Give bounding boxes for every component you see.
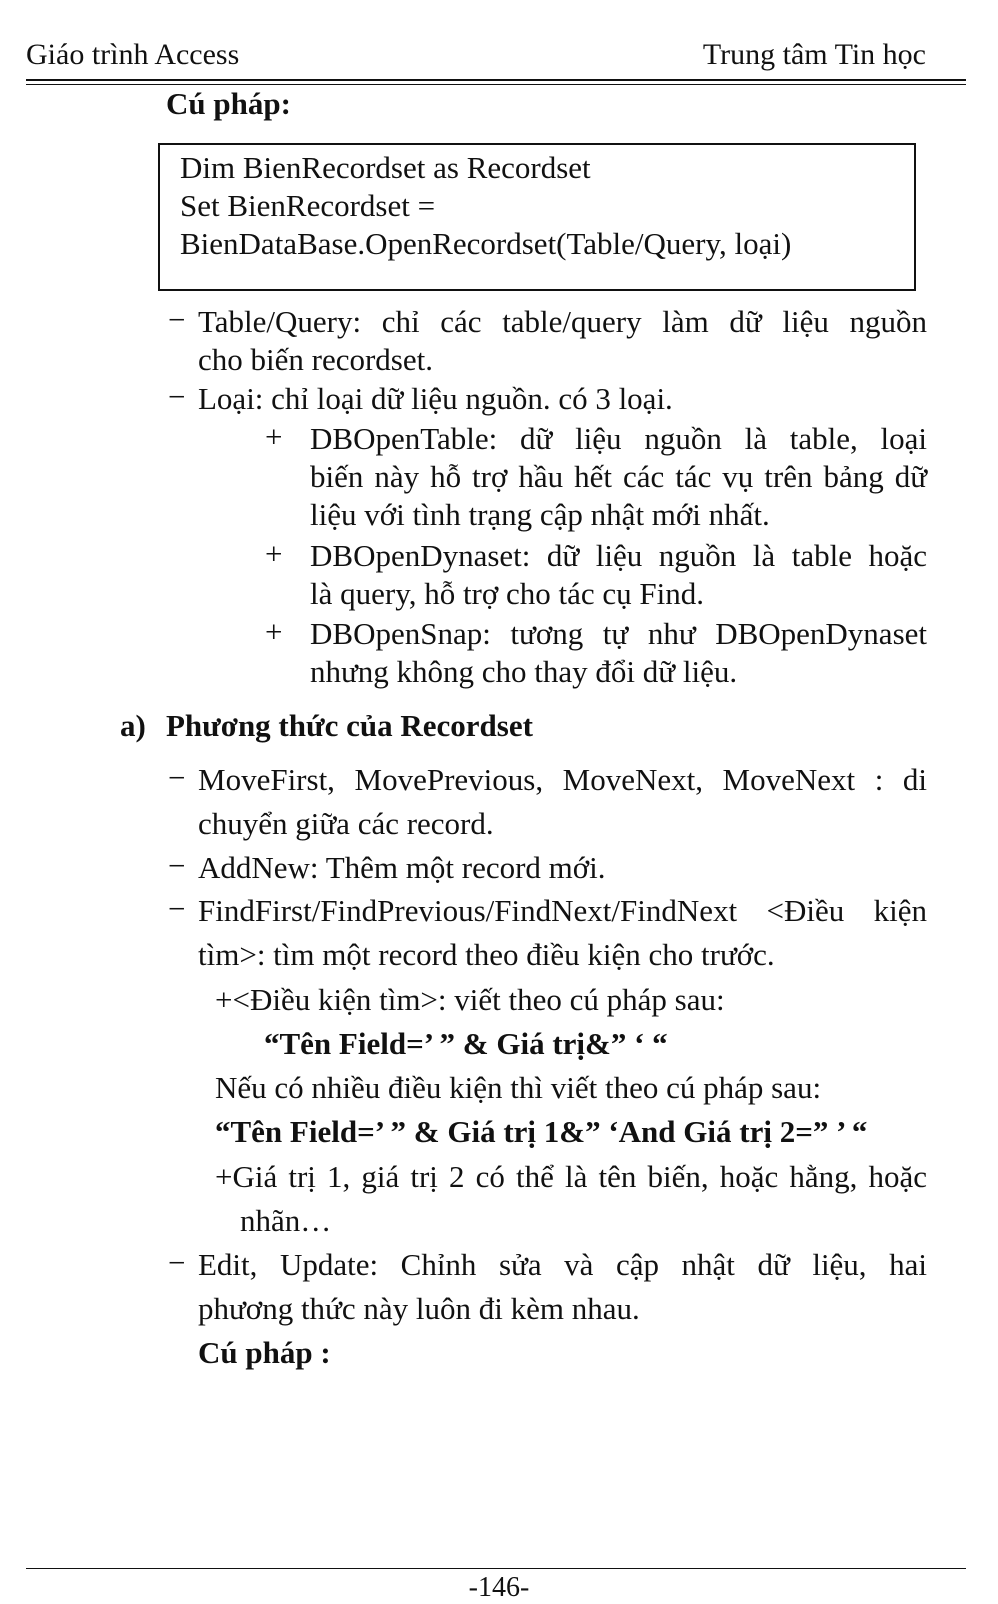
list-item-loai: Loại: chỉ loại dữ liệu nguồn. có 3 loại. [198, 381, 673, 416]
footer-rule [26, 1568, 966, 1569]
code-line-2: Set BienRecordset = [180, 188, 436, 223]
dash-bullet: − [168, 302, 186, 337]
sub-item-dbopentable-cont: biến này hỗ trợ hầu hết các tác vụ trên bảng dữ [310, 459, 927, 494]
sub-item-dbopensnap: DBOpenSnap: tương tự như DBOpenDynaset [310, 616, 927, 651]
dash-bullet: − [168, 848, 186, 883]
values-note: +Giá trị 1, giá trị 2 có thể là tên biến, hoặc hằng, hoặc [215, 1159, 927, 1194]
header-right-title: Trung tâm Tin học [702, 38, 926, 71]
plus-bullet: + [265, 419, 283, 454]
condition-expression-2: “Tên Field=’ ” & Giá trị 1&” ‘And Giá trị 2=” ’ “ [215, 1114, 868, 1149]
section-title: Phương thức của Recordset [166, 708, 533, 743]
list-item-find: FindFirst/FindPrevious/FindNext/FindNext <Điều kiện [198, 893, 927, 928]
sub-item-dbopendynaset: DBOpenDynaset: dữ liệu nguồn là table hoặc [310, 538, 927, 573]
list-item-find-cont: tìm>: tìm một record theo điều kiện cho trước. [198, 937, 775, 972]
syntax-title-2: Cú pháp : [198, 1335, 331, 1370]
list-item-table-query: Table/Query: chỉ các table/query làm dữ liệu nguồn [198, 304, 927, 339]
list-item-edit-update-cont: phương thức này luôn đi kèm nhau. [198, 1291, 640, 1326]
list-item-table-query-cont: cho biến recordset. [198, 342, 433, 377]
sub-item-dbopentable: DBOpenTable: dữ liệu nguồn là table, loại [310, 421, 927, 456]
section-marker: a) [120, 708, 146, 743]
values-note-cont: nhãn… [240, 1203, 332, 1238]
list-item-addnew: AddNew: Thêm một record mới. [198, 850, 606, 885]
sub-item-dbopensnap-cont: nhưng không cho thay đổi dữ liệu. [310, 654, 738, 689]
condition-intro: +<Điều kiện tìm>: viết theo cú pháp sau: [215, 982, 725, 1017]
list-item-move-cont: chuyển giữa các record. [198, 806, 494, 841]
dash-bullet: − [168, 891, 186, 926]
sub-item-dbopentable-cont2: liệu với tình trạng cập nhật mới nhất. [310, 497, 770, 532]
condition-expression-1: “Tên Field=’ ” & Giá trị&” ‘ “ [264, 1026, 668, 1061]
dash-bullet: − [168, 1245, 186, 1280]
dash-bullet: − [168, 760, 186, 795]
plus-bullet: + [265, 614, 283, 649]
multi-condition-intro: Nếu có nhiều điều kiện thì viết theo cú pháp sau: [215, 1070, 822, 1105]
dash-bullet: − [168, 379, 186, 414]
plus-bullet: + [265, 536, 283, 571]
sub-item-dbopendynaset-cont: là query, hỗ trợ cho tác cụ Find. [310, 576, 705, 611]
header-rule-thick [26, 79, 966, 81]
header-left-title: Giáo trình Access [26, 38, 240, 71]
list-item-move: MoveFirst, MovePrevious, MoveNext, MoveNext : di [198, 762, 927, 797]
syntax-title: Cú pháp: [166, 86, 291, 121]
page-number: -146- [468, 1572, 530, 1603]
list-item-edit-update: Edit, Update: Chỉnh sửa và cập nhật dữ liệu, hai [198, 1247, 927, 1282]
code-line-3: BienDataBase.OpenRecordset(Table/Query, loại) [180, 226, 792, 261]
code-line-1: Dim BienRecordset as Recordset [180, 150, 591, 185]
